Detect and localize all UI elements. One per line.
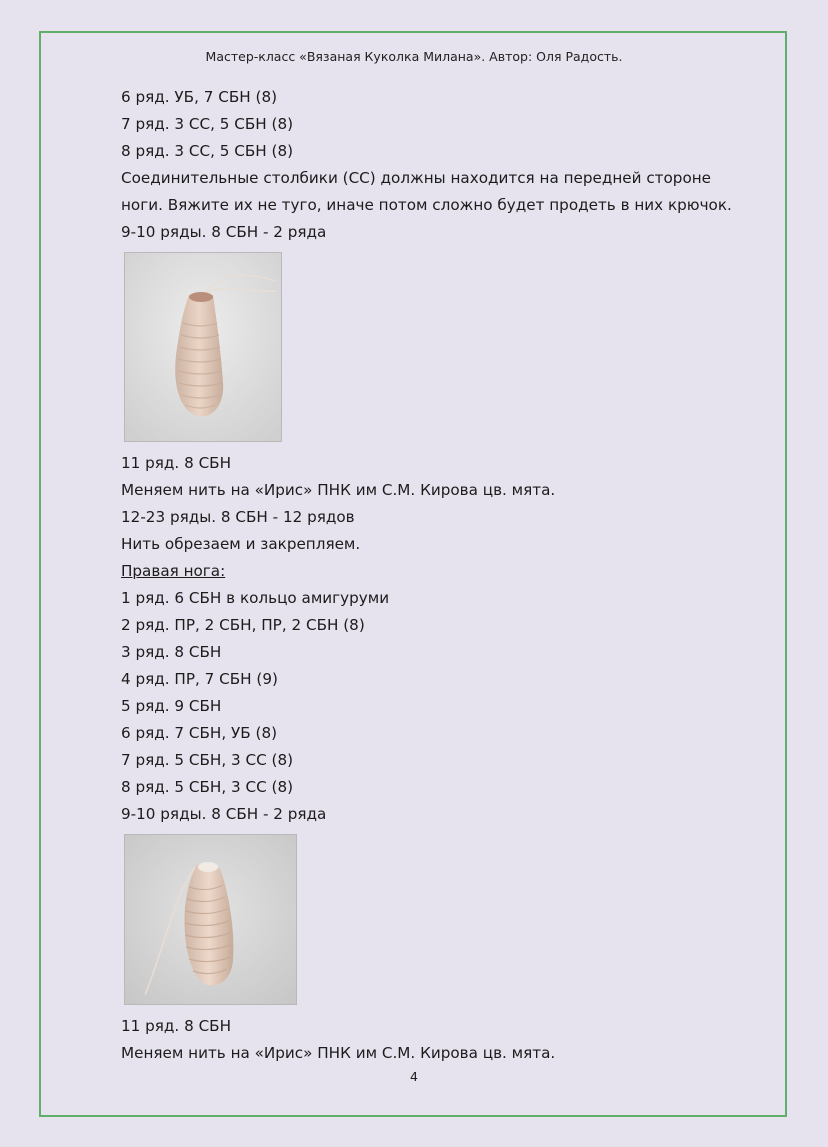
text-line: 6 ряд. УБ, 7 СБН (8) — [121, 88, 278, 106]
text-line: 4 ряд. ПР, 7 СБН (9) — [121, 670, 278, 688]
page-header: Мастер-класс «Вязаная Куколка Милана». Автор: Оля Радость. — [205, 49, 623, 64]
right-leg-photo — [124, 834, 297, 1005]
text-line: 6 ряд. 7 СБН, УБ (8) — [121, 724, 278, 742]
left-leg-photo — [124, 252, 282, 442]
text-line: Меняем нить на «Ирис» ПНК им С.М. Кирова цв. мята. — [121, 481, 556, 499]
crochet-leg-image — [125, 835, 296, 1004]
text-line: 9-10 ряды. 8 СБН - 2 ряда — [121, 223, 327, 241]
text-line: 8 ряд. 5 СБН, 3 СС (8) — [121, 778, 294, 796]
page-number: 4 — [410, 1069, 418, 1084]
text-line: 12-23 ряды. 8 СБН - 12 рядов — [121, 508, 355, 526]
text-line: Меняем нить на «Ирис» ПНК им С.М. Кирова цв. мята. — [121, 1044, 556, 1062]
text-line: Соединительные столбики (СС) должны находится на передней стороне — [121, 169, 712, 187]
crochet-leg-image — [125, 253, 281, 441]
text-line: 8 ряд. 3 СС, 5 СБН (8) — [121, 142, 294, 160]
text-line: 9-10 ряды. 8 СБН - 2 ряда — [121, 805, 327, 823]
text-line: ноги. Вяжите их не туго, иначе потом сложно будет продеть в них крючок. — [121, 196, 732, 214]
section-heading-right-leg: Правая нога: — [121, 562, 226, 580]
text-line: 3 ряд. 8 СБН — [121, 643, 222, 661]
text-line: 7 ряд. 3 СС, 5 СБН (8) — [121, 115, 294, 133]
text-line: 2 ряд. ПР, 2 СБН, ПР, 2 СБН (8) — [121, 616, 365, 634]
text-line: 5 ряд. 9 СБН — [121, 697, 222, 715]
text-line: 7 ряд. 5 СБН, 3 СС (8) — [121, 751, 294, 769]
text-line: 11 ряд. 8 СБН — [121, 454, 232, 472]
document-content — [121, 84, 761, 1067]
text-line: 1 ряд. 6 СБН в кольцо амигуруми — [121, 589, 390, 607]
text-line: 11 ряд. 8 СБН — [121, 1017, 232, 1035]
text-line: Нить обрезаем и закрепляем. — [121, 535, 361, 553]
